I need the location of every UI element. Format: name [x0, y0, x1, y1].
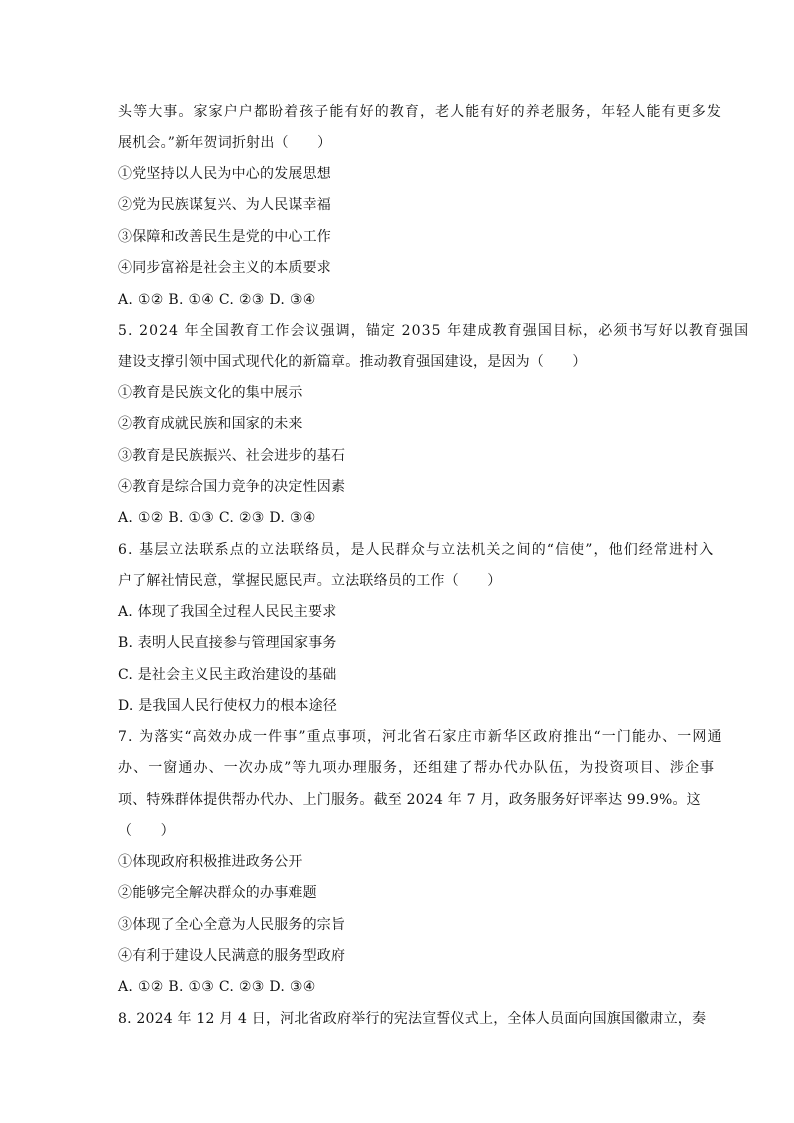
q7-stem-line-3: 项、特殊群体提供帮办代办、上门服务。截至 2024 年 7 月，政务服务好评率达 99.9%。这	[118, 792, 701, 808]
q5-item-4: ④教育是综合国力竞争的决定性因素	[118, 479, 346, 495]
q5-answer-options: A. ①② B. ①③ C. ②③ D. ③④	[118, 510, 316, 526]
q6-option-d: D. 是我国人民行使权力的根本途径	[118, 698, 338, 714]
q6-stem-line-2: 户了解社情民意，掌握民愿民声。立法联络员的工作（ ）	[118, 573, 502, 589]
q7-stem-line-2: 办、一窗通办、一次办成”等九项办理服务，还组建了帮办代办队伍，为投资项目、涉企事	[118, 760, 716, 776]
q6-stem-line-1: 6. 基层立法联系点的立法联络员，是人民群众与立法机关之间的“信使”，他们经常进村入	[118, 542, 715, 558]
q7-item-4: ④有利于建设人民满意的服务型政府	[118, 948, 346, 964]
q4-answer-options: A. ①② B. ①④ C. ②③ D. ③④	[118, 292, 316, 308]
q7-item-2: ②能够完全解决群众的办事难题	[118, 885, 317, 901]
q4-stem-line-2: 展机会。”新年贺词折射出（ ）	[118, 135, 332, 151]
q4-stem-line-1: 头等大事。家家户户都盼着孩子能有好的教育，老人能有好的养老服务，年轻人能有更多发	[118, 104, 722, 120]
q4-item-3: ③保障和改善民生是党的中心工作	[118, 229, 331, 245]
q7-item-1: ①体现政府积极推进政务公开	[118, 854, 303, 870]
q6-option-b: B. 表明人民直接参与管理国家事务	[118, 635, 337, 651]
q4-item-2: ②党为民族谋复兴、为人民谋幸福	[118, 197, 331, 213]
q5-item-1: ①教育是民族文化的集中展示	[118, 385, 303, 401]
q8-stem-line-1: 8. 2024 年 12 月 4 日，河北省政府举行的宪法宣誓仪式上，全体人员面向国旗国徽肃立，奏	[118, 1011, 707, 1027]
q6-option-a: A. 体现了我国全过程人民民主要求	[118, 604, 337, 620]
q7-answer-options: A. ①② B. ①③ C. ②③ D. ③④	[118, 979, 316, 995]
q5-stem-line-1: 5. 2024 年全国教育工作会议强调，锚定 2035 年建成教育强国目标，必须书写好以教育强国	[118, 323, 750, 339]
q4-item-1: ①党坚持以人民为中心的发展思想	[118, 166, 331, 182]
q5-stem-line-2: 建设支撑引领中国式现代化的新篇章。推动教育强国建设，是因为（ ）	[118, 354, 587, 370]
q5-item-2: ②教育成就民族和国家的未来	[118, 416, 303, 432]
q7-stem-line-1: 7. 为落实“高效办成一件事”重点事项，河北省石家庄市新华区政府推出“一门能办、一网通	[118, 729, 723, 745]
q5-item-3: ③教育是民族振兴、社会进步的基石	[118, 448, 346, 464]
q7-stem-line-4: （ ）	[118, 823, 175, 839]
q4-item-4: ④同步富裕是社会主义的本质要求	[118, 260, 331, 276]
q7-item-3: ③体现了全心全意为人民服务的宗旨	[118, 917, 346, 933]
q6-option-c: C. 是社会主义民主政治建设的基础	[118, 667, 337, 683]
